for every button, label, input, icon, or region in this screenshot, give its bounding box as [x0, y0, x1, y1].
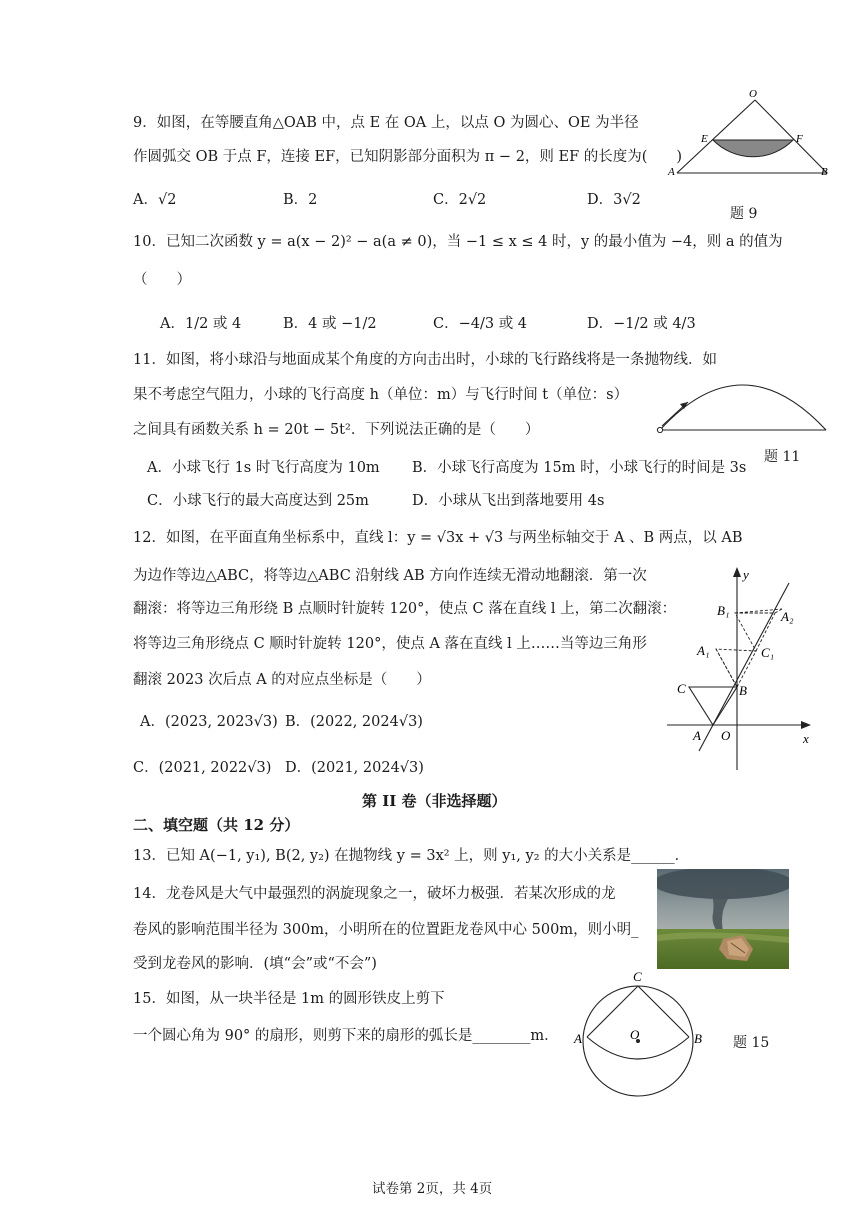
q12-label-o: O	[721, 728, 731, 743]
tornado-photo	[657, 869, 789, 969]
q12-label-b1: B₁	[717, 603, 730, 618]
q12-line4: 将等边三角形绕点 C 顺时针旋转 120°，使点 A 落在直线 l 上……当等边三角形	[133, 636, 647, 652]
page-footer: 试卷第 2页，共 4页	[372, 1181, 493, 1197]
q14-line1: 14．龙卷风是大气中最强烈的涡旋现象之一，破坏力极强．若某次形成的龙	[133, 886, 616, 902]
q10-option-d: D．−1/2 或 4/3	[587, 316, 696, 332]
q12-option-a: A．(2023, 2023√3)	[140, 714, 278, 730]
q9-option-a: A．√2	[133, 192, 177, 208]
q9-figure	[665, 85, 835, 185]
part2-title: 第 II 卷（非选择题）	[362, 792, 507, 810]
q12-label-x: x	[803, 731, 809, 746]
q15-label-a: A	[574, 1031, 582, 1046]
q15-label-o: O	[630, 1027, 640, 1042]
q15-line1: 15．如图，从一块半径是 1m 的圆形铁皮上剪下	[133, 991, 445, 1007]
q13-line1: 13．已知 A(−1, y₁), B(2, y₂) 在抛物线 y = 3x² 上，则 y₁, y₂ 的大小关系是______．	[133, 848, 690, 864]
q12-option-d: D．(2021, 2024√3)	[285, 760, 424, 776]
q12-line2: 为边作等边△ABC，将等边△ABC 沿射线 AB 方向作连续无滑动地翻滚．第一次	[133, 568, 647, 584]
q10-line2: （ ）	[133, 272, 191, 288]
q9-label-a: A	[668, 166, 675, 178]
q9-line1: 9．如图，在等腰直角△OAB 中，点 E 在 OA 上，以点 O 为圆心、OE 为半径	[133, 115, 639, 131]
q11-line2: 果不考虑空气阻力，小球的飞行高度 h（单位：m）与飞行时间 t（单位：s）	[133, 387, 629, 403]
q9-option-b: B．2	[283, 192, 318, 208]
q14-line3: 受到龙卷风的影响．(填“会”或“不会”)	[133, 956, 377, 972]
q15-label-b: B	[694, 1031, 702, 1046]
q11-option-b: B．小球飞行高度为 15m 时，小球飞行的时间是 3s	[412, 460, 747, 476]
q10-option-b: B．4 或 −1/2	[283, 316, 377, 332]
q12-figure	[665, 565, 825, 775]
q9-label-f: F	[796, 133, 803, 145]
q11-option-c: C．小球飞行的最大高度达到 25m	[147, 493, 369, 509]
q15-line2: 一个圆心角为 90° 的扇形，则剪下来的扇形的弧长是________m．	[133, 1028, 559, 1044]
q9-line2: 作圆弧交 OB 于点 F，连接 EF，已知阴影部分面积为 π − 2，则 EF 的长度为( )	[133, 149, 683, 165]
q15-figure	[572, 965, 712, 1103]
q9-label-o: O	[749, 88, 757, 100]
q15-caption: 题 15	[733, 1035, 770, 1051]
q11-figure	[650, 370, 830, 436]
q14-line2: 卷风的影响范围半径为 300m，小明所在的位置距龙卷风中心 500m，则小明_	[133, 922, 639, 938]
q10-line1: 10．已知二次函数 y = a(x − 2)² − a(a ≠ 0)，当 −1 ≤ x ≤ 4 时，y 的最小值为 −4，则 a 的值为	[133, 234, 783, 250]
q9-option-d: D．3√2	[587, 192, 641, 208]
q12-option-c: C．(2021, 2022√3)	[133, 760, 272, 776]
q9-caption: 题 9	[730, 206, 758, 222]
q11-option-a: A．小球飞行 1s 时飞行高度为 10m	[147, 460, 380, 476]
q12-label-a1: A₁	[697, 643, 710, 658]
q11-line1: 11．如图，将小球沿与地面成某个角度的方向击出时，小球的飞行路线将是一条抛物线．如	[133, 352, 717, 368]
q11-line3: 之间具有函数关系 h = 20t − 5t²．下列说法正确的是（ ）	[133, 422, 540, 438]
section2-title: 二、填空题（共 12 分）	[133, 816, 300, 834]
q12-label-a2: A₂	[781, 609, 794, 624]
q12-option-b: B．(2022, 2024√3)	[285, 714, 423, 730]
q12-label-c: C	[677, 681, 686, 696]
q12-line5: 翻滚 2023 次后点 A 的对应点坐标是（ ）	[133, 672, 431, 688]
q10-option-a: A．1/2 或 4	[160, 316, 242, 332]
q11-caption: 题 11	[764, 449, 801, 465]
q12-line1: 12．如图，在平面直角坐标系中，直线 l：y = √3x + √3 与两坐标轴交于 A 、B 两点，以 AB	[133, 530, 743, 546]
q15-label-c: C	[633, 969, 642, 984]
q11-option-d: D．小球从飞出到落地要用 4s	[412, 493, 605, 509]
q9-label-e: E	[701, 133, 708, 145]
q12-label-a: A	[693, 728, 701, 743]
q9-label-b: B	[821, 166, 828, 178]
q9-option-c: C．2√2	[433, 192, 487, 208]
q12-label-c1: C₁	[761, 645, 775, 660]
q12-label-y: y	[743, 567, 749, 582]
q12-label-b: B	[739, 683, 747, 698]
q10-option-c: C．−4/3 或 4	[433, 316, 528, 332]
q12-line3: 翻滚：将等边三角形绕 B 点顺时针旋转 120°，使点 C 落在直线 l 上，第二次翻滚：	[133, 601, 677, 617]
